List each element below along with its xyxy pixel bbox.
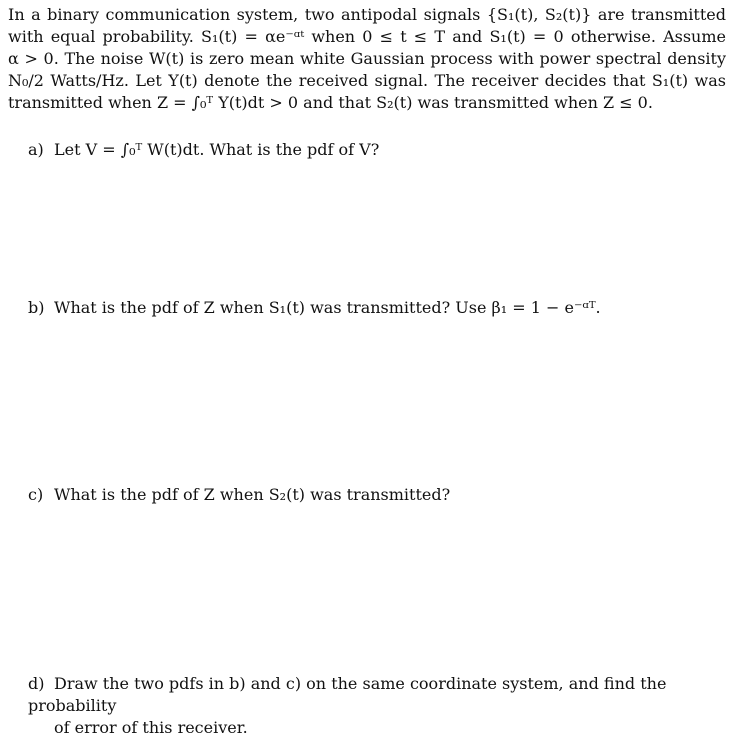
question-c-text: What is the pdf of Z when S₂(t) was transmitted? xyxy=(54,485,451,504)
question-a xyxy=(28,139,728,161)
problem-statement-line-4: N₀/2 Watts/Hz. Let Y(t) denote the received signal. The receiver decides that S₁(t) was xyxy=(8,71,726,90)
problem-statement-line-1: In a binary communication system, two antipodal signals {S₁(t), S₂(t)} are transmitted xyxy=(8,5,726,24)
problem-statement xyxy=(8,4,726,114)
question-d xyxy=(28,673,728,739)
question-b xyxy=(28,297,728,319)
question-d-text-line-2: of error of this receiver. xyxy=(54,718,248,737)
problem-statement-line-5: transmitted when Z = ∫₀ᵀ Y(t)dt > 0 and that S₂(t) was transmitted when Z ≤ 0. xyxy=(8,93,653,112)
question-b-label: b) xyxy=(28,298,45,317)
question-c xyxy=(28,484,728,506)
question-c-label: c) xyxy=(28,485,44,504)
question-a-label: a) xyxy=(28,140,44,159)
problem-statement-line-3: α > 0. The noise W(t) is zero mean white Gaussian process with power spectral density xyxy=(8,49,726,68)
question-b-text: What is the pdf of Z when S₁(t) was transmitted? Use β₁ = 1 − e⁻ᵅᵀ. xyxy=(54,298,601,317)
question-d-label: d) xyxy=(28,674,45,693)
question-a-text: Let V = ∫₀ᵀ W(t)dt. What is the pdf of V? xyxy=(54,140,380,159)
problem-statement-line-2: with equal probability. S₁(t) = αe⁻ᵅᵗ when 0 ≤ t ≤ T and S₁(t) = 0 otherwise. Assume xyxy=(8,27,726,46)
question-d-text-line-1: Draw the two pdfs in b) and c) on the same coordinate system, and find the probability xyxy=(28,674,667,715)
